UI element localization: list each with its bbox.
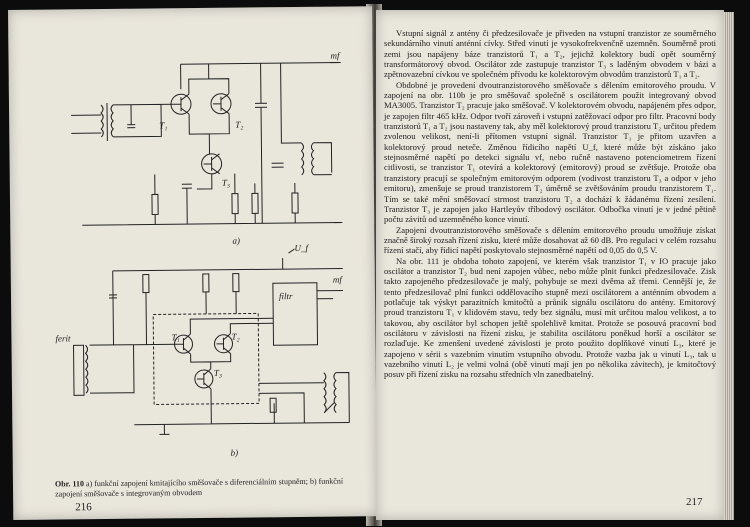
fig-b-top-rail [113, 269, 343, 271]
paragraph: Zapojení dvoutranzistorového směšovače s dělením emitorového proudu umožňuje získat značně široký rozsah řízení zisku, které může dosahovat až 60 dB. Pro regulaci v celém rozsahu řízení stačí, aby řídicí napětí poskytovalo stejnosměrné napětí od 0,05 do 0,5 V. [384, 224, 716, 256]
paragraph: Vstupní signál z antény či předzesilovače je přiveden na vstupní tranzistor ze souměrného sekundárního vinutí anténní cívky. Střed vinutí je vysokofrekvenčně uzemněn. Souměrně proti zemi jsou napájeny báze tranzistorů T₁ a T₂, jejichž kolektory budí opět souměrný transformátorový obvod. Oscilátor zde zastupuje tranzistor T₃ s laděným obvodem v bázi a zpětnovazební cívkou ve společném přívodu ke kolektorovým obvodům tranzistorů T₁ a T₂. [384, 28, 716, 80]
paragraph: Na obr. 111 je obdoba tohoto zapojení, ve kterém však tranzistor T₁ v IO pracuje jako oscilátor a tranzistor T₂ bud není zapojen vůbec, nebo může plnit funkci předzesilovače. Zisk takto zapojeného předzesilovače je malý, pohybuje se mezi dvěma až třemi. Cennější je, že tento předzesilovač plní funkci oddělovacího stupně mezi oscilátorem a anténním obvodem a potlačuje tak výskyt parazitních kmitočtů a průnik signálu oscilátoru do antény. Emitorový proud tranzistoru T₁ v klidovém stavu, tedy bez signálu, musí mít určitou malou velikost, a to takovou, aby oscilátor byl schopen ještě spolehlivě kmitat. Protože se posouvá pracovní bod oscilátoru v závislosti na řízení zisku, je stabilita oscilátoru poněkud horší a oscilátor se rozlaďuje. Ke zmenšení uvedené závislosti je proto použito doplňkové vinutí L₃, které je zapojeno v sérii s vazebním vinutím vstupního obvodu. Protože vazba jak u vinutí L₃, tak u vazebního vinutí L₂ je velmi volná (obě vinutí mají jen po několika závitech), je kmitočtový posuv při řízení zisku na rozsahu středních vln zanedbatelný. [384, 255, 716, 380]
label-b: b) [230, 447, 239, 458]
figure-caption-number: Obr. 110 [54, 479, 85, 489]
body-text [384, 28, 716, 380]
label-t1-b: T₁ [171, 332, 180, 343]
right-page [376, 10, 724, 520]
label-mf-bottom: mf [332, 274, 342, 285]
label-t3-a: T₃ [221, 177, 231, 188]
fig-b-ic-outline [153, 313, 259, 404]
circuit-figure [30, 42, 364, 465]
label-t2-b: T₂ [231, 331, 240, 342]
fig-a-resistor [152, 194, 158, 214]
fig-b-ferrite-rod [74, 345, 85, 395]
fig-b-antenna-coil [86, 345, 89, 393]
label-uf: U_f [294, 242, 309, 254]
left-page [8, 6, 377, 520]
figure-caption-text: a) funkční zapojení kmitajícího směšovače s diferenciálním stupněm; b) funkční zapojení směšovače s integrovaným obvodem [55, 476, 344, 499]
page-number-left: 216 [75, 501, 92, 514]
label-t1-a: T₁ [159, 120, 168, 131]
page-edges [724, 12, 734, 520]
label-t2-a: T₂ [235, 119, 244, 130]
label-mf-top: mf [330, 50, 340, 61]
label-a: a) [232, 235, 240, 246]
label-ferit: ferit [55, 333, 71, 344]
page-number-right: 217 [686, 496, 703, 508]
fig-a-output-coil [301, 143, 313, 175]
label-t3-b: T₃ [213, 367, 223, 378]
fig-a-input-coil [101, 103, 113, 141]
label-filtr: filtr [278, 291, 293, 302]
paragraph: Obdobné je provedení dvoutranzistorového směšovače s dělením emitorového proudu. V zapojení na obr. 110b je pro směšovač společně s oscilátorem použit integrovaný obvod MA3005. Tranzistor T₂ pracuje jako směšovač. V kolektorovém obvodu, napájeném přes odpor, je zapojen filtr 465 kHz. Odpor tvoří zároveň i vstupní zatěžovací odpor pro filtr. Pracovní body tranzistorů T₁ a T₂ jsou nastaveny tak, aby měl kolektorový proud tranzistoru T₂ určitou předem zvolenou velikost, není-li přítomen vstupní signál. Tranzistor T₁ je přitom uzavřen a kolektorový proud neteče. Změnou řídicího napětí U_f, které může být získáno jako stejnosměrné napětí po detekci signálu vf, nebo ručně nastaveno potenciometrem řízení citlivosti, se tranzistor T₁ otevírá a kolektorový (emitorový) proud se zvětšuje. Protože oba tranzistory pracují se společným emitorovým odporem (vodivost tranzistoru T₃ a odpor v jeho emitoru), zmenšuje se proud tranzistorem T₂ úměrně se zvětšováním proudu tranzistorem T₁. Tím se také mění směšovací strmost tranzistoru T₂ a dochází k žádanému řízení zesílení. Tranzistor T₃ je zapojen jako Hartleyův tříbodový oscilátor. Odbočka vinutí je v jedné pětině počtu závitů od uzemněného konce vinutí. [384, 79, 716, 225]
figure-caption [55, 476, 355, 498]
